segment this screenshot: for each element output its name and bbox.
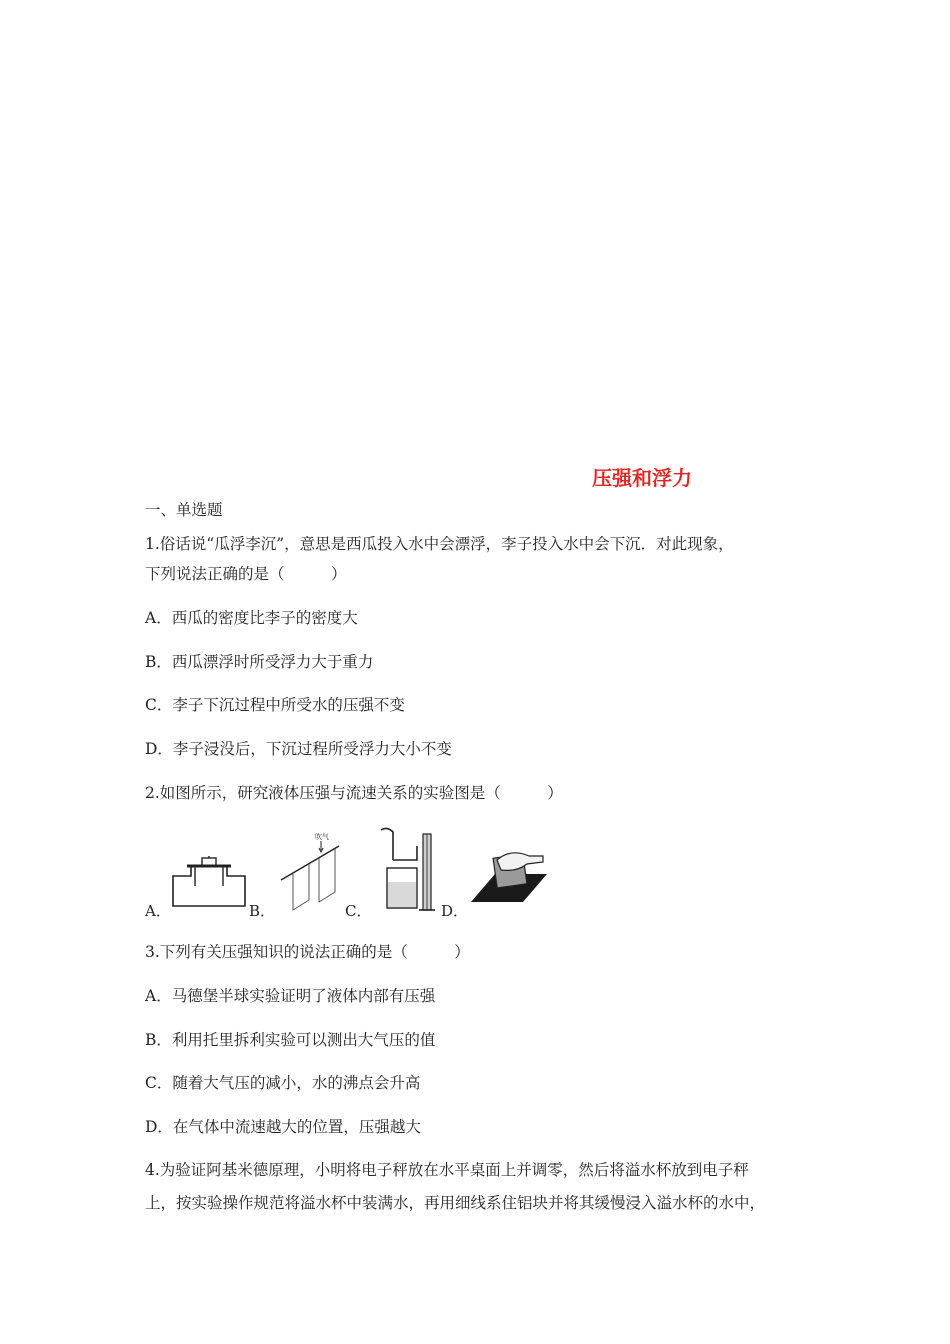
question-1-option-b: B．西瓜漂浮时所受浮力大于重力 <box>145 653 374 671</box>
question-1-stem-line-1: 1.俗话说“瓜浮李沉”，意思是西瓜投入水中会漂浮，李子投入水中会下沉．对此现象， <box>145 535 734 553</box>
question-3-option-c: C．随着大气压的减小，水的沸点会升高 <box>145 1074 421 1092</box>
document-title: 压强和浮力 <box>592 466 692 490</box>
question-1-stem-line-2: 下列说法正确的是（ ） <box>145 565 347 583</box>
figure-label-b: B． <box>249 902 276 920</box>
question-3-stem: 3.下列有关压强知识的说法正确的是（ ） <box>145 943 470 961</box>
paper-sheets-blow-figure-icon <box>279 830 345 912</box>
pressure-stand-figure-icon <box>171 856 247 908</box>
figure-label-d: D． <box>441 902 469 920</box>
figure-b-text: 吹气 <box>315 833 329 841</box>
figure-label-c: C． <box>345 902 372 920</box>
question-3-option-d: D．在气体中流速越大的位置，压强越大 <box>145 1118 421 1136</box>
section-heading: 一、单选题 <box>145 501 223 519</box>
figure-label-a: A． <box>145 902 171 920</box>
question-3-option-b: B．利用托里拆利实验可以测出大气压的值 <box>145 1031 436 1049</box>
question-2-stem: 2.如图所示，研究液体压强与流速关系的实验图是（ ） <box>145 784 563 802</box>
question-1-option-a: A．西瓜的密度比李子的密度大 <box>145 609 358 627</box>
question-3-option-a: A．马德堡半球实验证明了液体内部有压强 <box>145 987 436 1005</box>
question-4-stem-line-1: 4.为验证阿基米德原理，小明将电子秤放在水平桌面上并调零，然后将溢水杯放到电子秤 <box>145 1161 749 1179</box>
hand-sponge-figure-icon <box>467 850 551 904</box>
question-2-figures <box>145 826 565 918</box>
manometer-beaker-figure-icon <box>373 826 439 914</box>
question-1-option-d: D．李子浸没后，下沉过程所受浮力大小不变 <box>145 740 452 758</box>
question-4-stem-line-2: 上，按实验操作规范将溢水杯中装满水，再用细线系住铝块并将其缓慢浸入溢水杯的水中， <box>145 1194 766 1212</box>
question-1-option-c: C．李子下沉过程中所受水的压强不变 <box>145 696 405 714</box>
